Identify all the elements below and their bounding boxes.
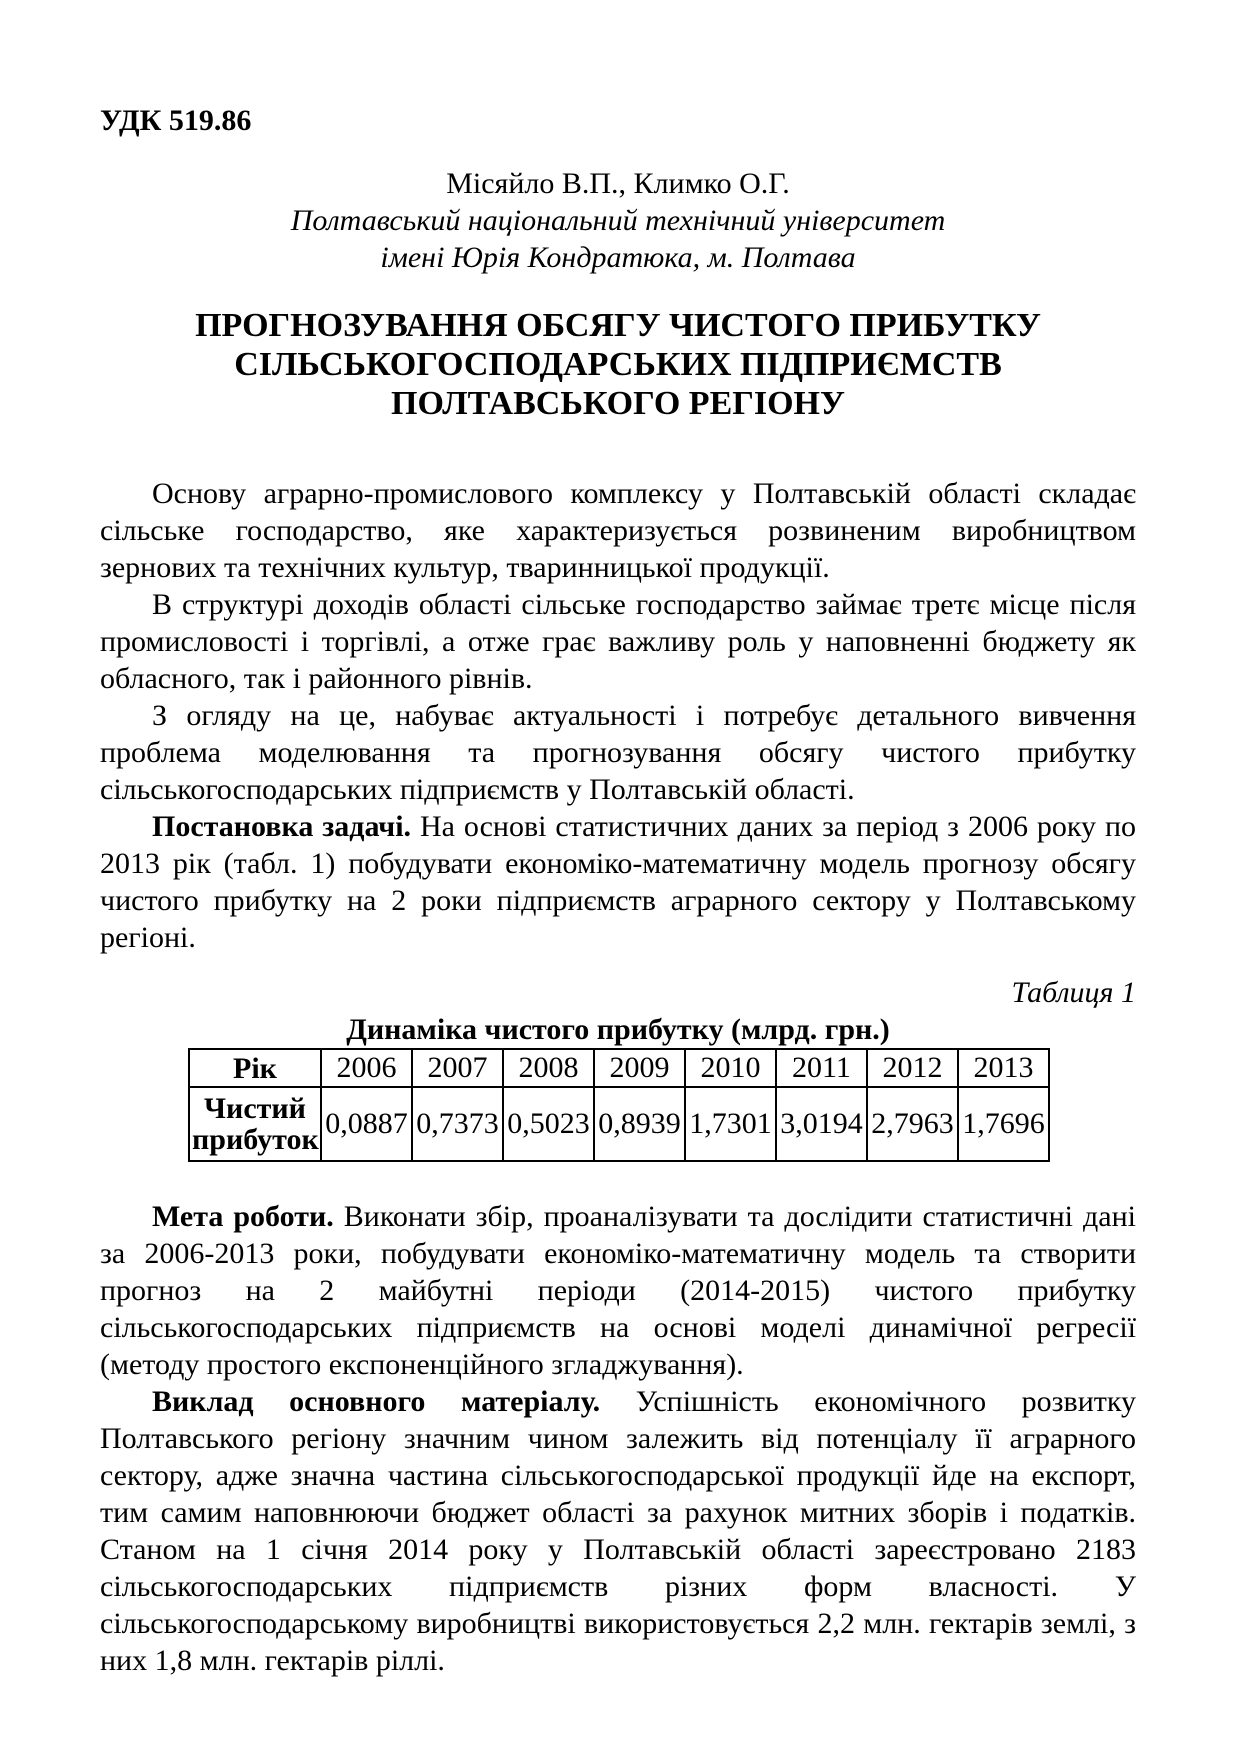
profit-value-cell: 0,0887 [321,1087,412,1161]
paragraph-text: Виконати збір, проаналізувати та дослідити статистичні дані за 2006-2013 роки, побудувати економіко-математичну модель та створити прогноз на 2 майбутні періоди (2014-2015) чистого прибутку сільськогосподарських підприємств на основі моделі динамічної регресії (методу простого експоненційного згладжування). [100,1200,1136,1381]
year-cell: 2010 [685,1049,776,1087]
authors-line: Місяйло В.П., Климко О.Г. [446,167,790,200]
profit-value-cell: 1,7301 [685,1087,776,1161]
profit-row-header: Чистий прибуток [189,1087,321,1161]
year-cell: 2009 [594,1049,685,1087]
paragraph-text: Основу аграрно-промислового комплексу у Полтавській області складає сільське господарство, яке характеризується розвиненим виробництвом зернових та технічних культур, тваринницької продукції. [100,477,1136,584]
paragraph-intro-3 [100,697,1136,808]
profit-value-cell: 0,7373 [412,1087,503,1161]
article-title-line-2: СІЛЬСЬКОГОСПОДАРСЬКИХ ПІДПРИЄМСТВ [234,346,1002,383]
article-title-line-1: ПРОГНОЗУВАННЯ ОБСЯГУ ЧИСТОГО ПРИБУТКУ [195,307,1041,344]
table-row-profit [189,1087,1049,1161]
header-block [100,165,1136,276]
year-cell: 2011 [776,1049,867,1087]
profit-value-cell: 0,5023 [503,1087,594,1161]
table-number-label: Таблиця 1 [1011,976,1136,1009]
profit-value-cell: 3,0194 [776,1087,867,1161]
paragraph-lead: Виклад основного матеріалу. [152,1385,601,1418]
paragraph-text: Успішність економічного розвитку Полтавського регіону значним чином залежить від потенціалу її аграрного сектору, адже значна частина сільськогосподарської продукції йде на експорт, тим самим наповнюючи бюджет області за рахунок митних зборів і податків. Станом на 1 січня 2014 року у Полтавській області зареєстровано 2183 сільськогосподарських підприємств різних форм власності. У сільськогосподарському виробництві використовується 2,2 млн. гектарів землі, з них 1,8 млн. гектарів ріллі. [100,1385,1137,1677]
paragraph-text: На основі статистичних даних за період з 2006 року по 2013 рік (табл. 1) побудувати економіко-математичну модель прогнозу обсягу чистого прибутку на 2 роки підприємств аграрного сектору у Полтавському регіоні. [100,810,1136,954]
year-cell: 2008 [503,1049,594,1087]
profit-value-cell: 2,7963 [867,1087,958,1161]
paragraph-text: З огляду на це, набуває актуальності і потребує детального вивчення проблема моделювання та прогнозування обсягу чистого прибутку сільськогосподарських підприємств у Полтавській області. [100,699,1136,806]
year-row-header: Рік [189,1049,321,1087]
paragraph-intro-2 [100,586,1136,697]
profit-value-cell: 0,8939 [594,1087,685,1161]
paragraph-intro-1 [100,475,1136,586]
article-title-line-3: ПОЛТАВСЬКОГО РЕГІОНУ [391,385,845,422]
article-body-intro [100,475,1136,956]
year-cell: 2007 [412,1049,503,1087]
year-cell: 2013 [958,1049,1049,1087]
paragraph-problem-statement [100,808,1136,956]
paragraph-main-material [100,1383,1136,1679]
article-body-main [100,1198,1136,1679]
affiliation-line-2: імені Юрія Кондратюка, м. Полтава [380,241,856,274]
year-cell: 2012 [867,1049,958,1087]
year-cell: 2006 [321,1049,412,1087]
paragraph-lead: Постановка задачі. [152,810,412,843]
profit-table [188,1048,1050,1162]
affiliation-line-1: Полтавський національний технічний університет [290,204,946,237]
paragraph-text: В структурі доходів області сільське господарство займає третє місце після промисловості і торгівлі, а отже грає важливу роль у наповненні бюджету як обласного, так і районного рівнів. [100,588,1136,695]
article-title [100,306,1136,423]
paragraph-lead: Мета роботи. [152,1200,334,1233]
udk-code: УДК 519.86 [100,104,252,137]
paragraph-goal [100,1198,1136,1383]
table-caption: Динаміка чистого прибутку (млрд. грн.) [346,1013,890,1046]
table-row-years [189,1049,1049,1087]
profit-value-cell: 1,7696 [958,1087,1049,1161]
